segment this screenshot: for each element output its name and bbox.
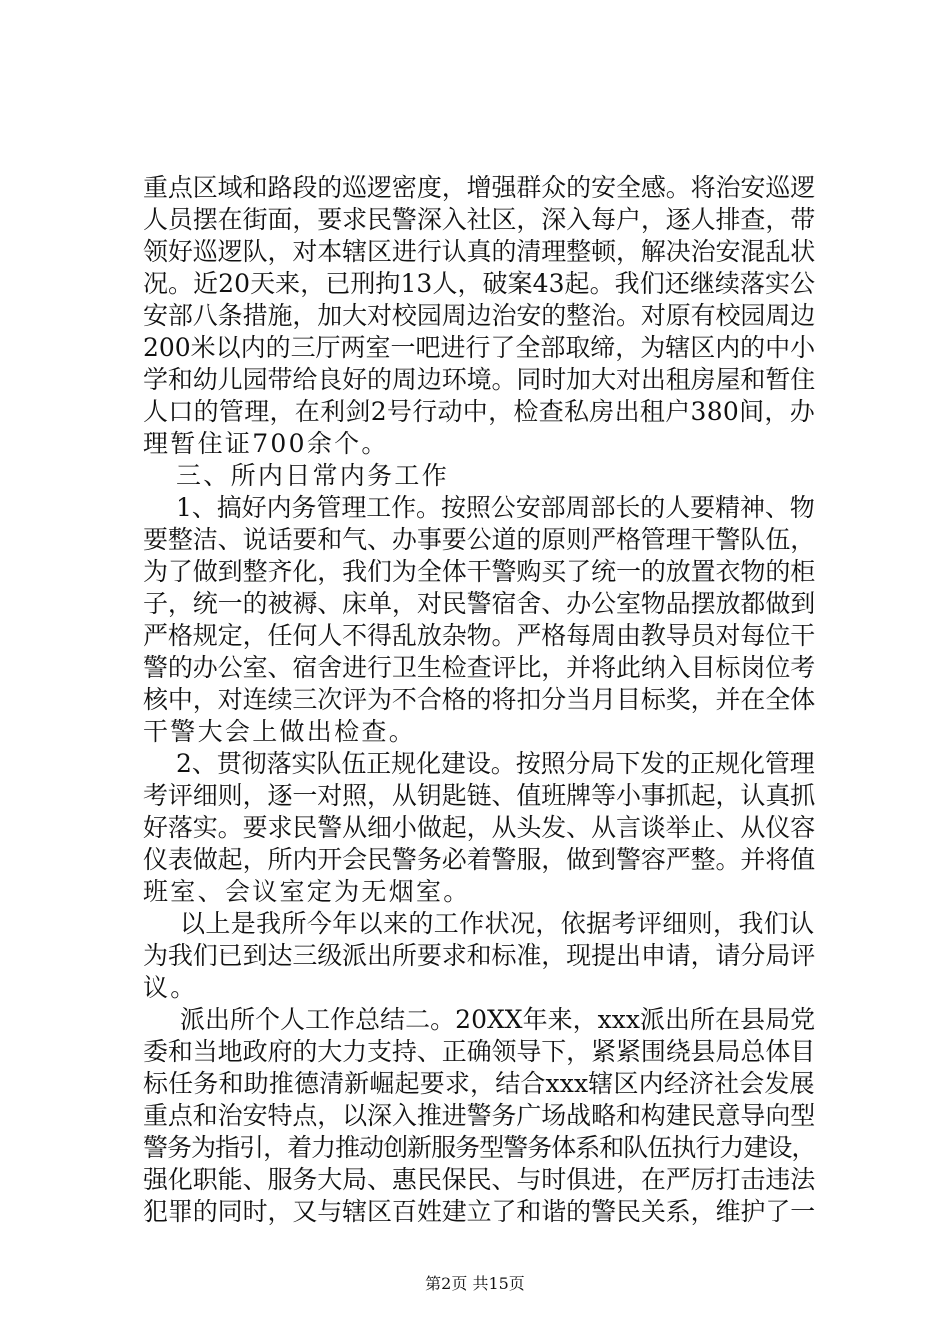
text-line: 核中，对连续三次评为不合格的将扣分当月目标奖，并在全体 bbox=[143, 685, 816, 714]
text-line: 况。近20天来，已刑拘13人，破案43起。我们还继续落实公 bbox=[143, 269, 816, 298]
text-line: 考评细则，逐一对照，从钥匙链、值班牌等小事抓起，认真抓 bbox=[143, 781, 816, 810]
text-line: 班室、会议室定为无烟室。 bbox=[143, 877, 471, 906]
page-number-footer: 第2页 共15页 bbox=[425, 1274, 525, 1293]
text-line: 2、贯彻落实队伍正规化建设。按照分局下发的正规化管理 bbox=[176, 749, 815, 778]
text-line: 警的办公室、宿舍进行卫生检查评比，并将此纳入目标岗位考 bbox=[143, 653, 816, 682]
text-line: 为我们已到达三级派出所要求和标准，现提出申请，请分局评 bbox=[143, 941, 816, 970]
text-line: 人员摆在街面，要求民警深入社区，深入每户，逐人排查，带 bbox=[143, 205, 816, 234]
text-line: 仪表做起，所内开会民警务必着警服，做到警容严整。并将值 bbox=[143, 845, 816, 874]
text-line: 派出所个人工作总结二。20XX年来，xxx派出所在县局党 bbox=[180, 1005, 816, 1034]
text-line: 委和当地政府的大力支持、正确领导下，紧紧围绕县局总体目 bbox=[143, 1037, 816, 1066]
text-line: 强化职能、服务大局、惠民保民、与时俱进，在严厉打击违法 bbox=[143, 1165, 816, 1194]
text-line: 子，统一的被褥、床单，对民警宿舍、办公室物品摆放都做到 bbox=[143, 589, 816, 618]
text-line: 重点区域和路段的巡逻密度，增强群众的安全感。将治安巡逻 bbox=[143, 173, 816, 202]
text-line: 为了做到整齐化，我们为全体干警购买了统一的放置衣物的柜 bbox=[143, 557, 816, 586]
text-line: 200米以内的三厅两室一吧进行了全部取缔，为辖区内的中小 bbox=[143, 333, 816, 362]
text-line: 标任务和助推德清新崛起要求，结合xxx辖区内经济社会发展 bbox=[143, 1069, 815, 1098]
text-line: 领好巡逻队，对本辖区进行认真的清理整顿，解决治安混乱状 bbox=[143, 237, 816, 266]
text-line: 要整洁、说话要和气、办事要公道的原则严格管理干警队伍， bbox=[143, 525, 816, 554]
text-line: 学和幼儿园带给良好的周边环境。同时加大对出租房屋和暂住 bbox=[143, 365, 816, 394]
text-line: 人口的管理，在利剑2号行动中，检查私房出租户380间，办 bbox=[143, 397, 816, 426]
text-line: 干警大会上做出检查。 bbox=[143, 717, 417, 746]
text-line: 理暂住证700余个。 bbox=[143, 429, 389, 458]
text-line: 严格规定，任何人不得乱放杂物。严格每周由教导员对每位干 bbox=[143, 621, 816, 650]
text-line: 以上是我所今年以来的工作状况，依据考评细则，我们认 bbox=[180, 909, 815, 938]
text-line: 1、搞好内务管理工作。按照公安部周部长的人要精神、物 bbox=[176, 493, 815, 522]
text-line: 议。 bbox=[143, 973, 198, 1002]
text-line: 重点和治安特点，以深入推进警务广场战略和构建民意导向型 bbox=[143, 1101, 816, 1130]
text-line: 好落实。要求民警从细小做起，从头发、从言谈举止、从仪容 bbox=[143, 813, 816, 842]
section-heading: 三、所内日常内务工作 bbox=[176, 461, 450, 490]
text-line: 犯罪的同时，又与辖区百姓建立了和谐的警民关系，维护了一 bbox=[143, 1197, 816, 1226]
text-line: 安部八条措施，加大对校园周边治安的整治。对原有校园周边 bbox=[143, 301, 816, 330]
text-line: 警务为指引，着力推动创新服务型警务体系和队伍执行力建设， bbox=[143, 1133, 816, 1162]
